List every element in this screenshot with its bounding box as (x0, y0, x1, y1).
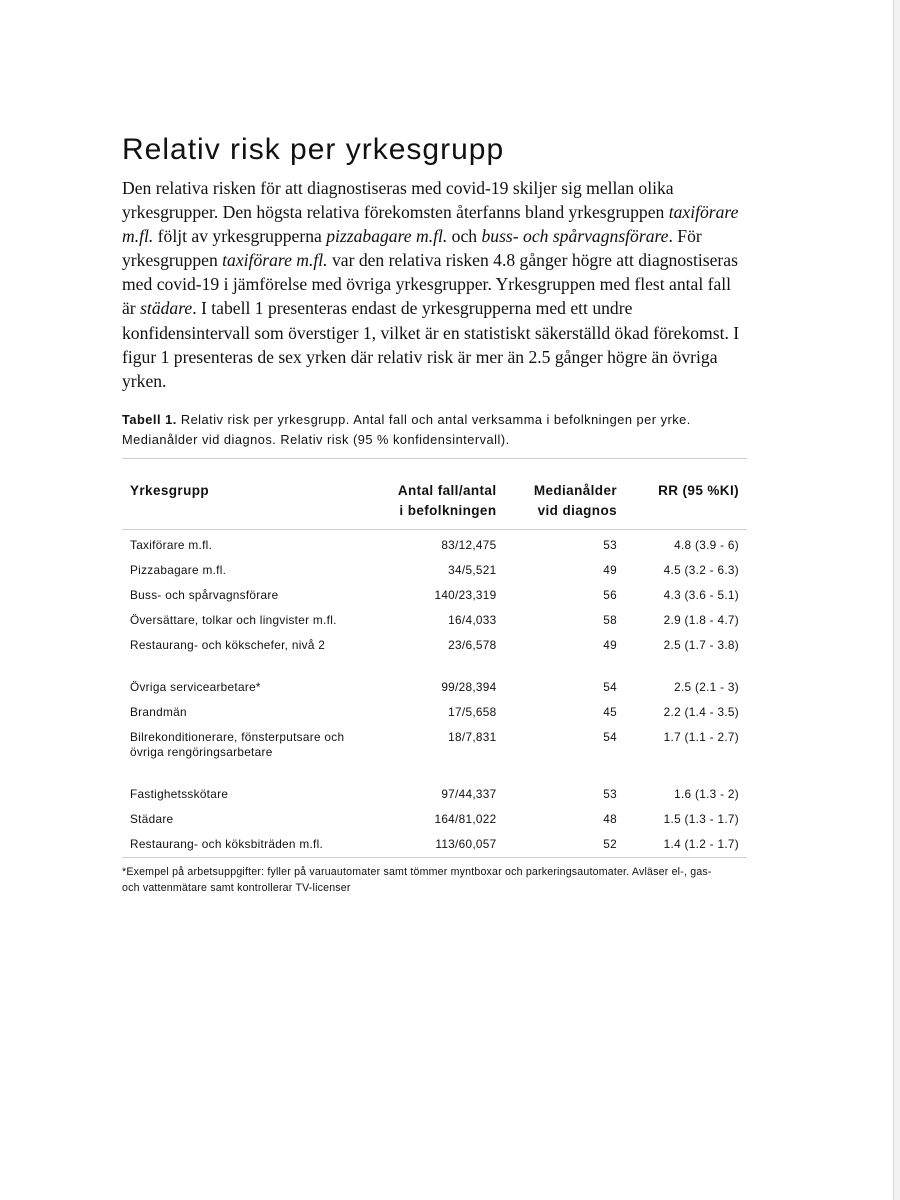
cell-age: 48 (603, 812, 618, 827)
cell-age: 45 (603, 705, 618, 720)
header-age (505, 459, 626, 530)
cell-group: Buss- och spårvagnsförare (130, 588, 279, 603)
cell-group: Städare (130, 812, 174, 827)
table-caption (122, 410, 747, 450)
header-cases-line1: Antal fall/antal (397, 483, 497, 499)
content (122, 130, 747, 896)
cell-cases: 34/5,521 (448, 563, 497, 578)
cell-age: 49 (603, 638, 618, 653)
cell-group: Övriga servicearbetare* (130, 680, 261, 695)
risk-table (122, 458, 747, 858)
cell-age: 54 (603, 730, 618, 745)
cell-rr: 1.4 (1.2 - 1.7) (625, 832, 747, 858)
cell-age: 54 (603, 680, 618, 695)
cell-age: 53 (603, 538, 618, 553)
caption-label: Tabell 1. (122, 412, 177, 428)
cell-cases: 83/12,475 (441, 538, 497, 553)
table-row (122, 832, 747, 858)
cell-rr: 2.2 (1.4 - 3.5) (663, 705, 739, 720)
cell-cases: 140/23,319 (434, 588, 497, 603)
caption-text: Relativ risk per yrkesgrupp. Antal fall och antal verksamma i befolkningen per yrke. Medianålder vid diagnos. Relativ risk (95 % konfidensintervall). (122, 412, 691, 448)
paragraph-italic-run: taxiförare m.fl. (122, 202, 739, 247)
cell-group: Fastighetsskötare (130, 787, 229, 802)
table-row (122, 530, 747, 559)
cell-rr: 2.5 (1.7 - 3.8) (663, 638, 739, 653)
paragraph-run: Den relativa risken för att diagnostiseras med covid-19 skiljer sig mellan olika yrkesgrupper. Den högsta relativa förekomsten återfanns bland yrkesgruppen (122, 178, 674, 223)
header-age-line2: vid diagnos (537, 503, 618, 519)
cell-rr: 1.6 (1.3 - 2) (674, 787, 739, 802)
table-row (122, 675, 747, 700)
section-heading: Relativ risk per yrkesgrupp (122, 133, 505, 166)
header-cases-line2: i befolkningen (399, 503, 497, 519)
paragraph-italic-run: städare (140, 298, 193, 319)
paragraph-run: och (447, 226, 482, 247)
cell-rr: 2.9 (1.8 - 4.7) (663, 613, 739, 628)
cell-cases: 18/7,831 (448, 730, 497, 745)
table-footnote: *Exempel på arbetsuppgifter: fyller på varuautomater samt tömmer myntboxar och parkeringsautomater. Avläser el-, gas- och vattenmätare samt kontrollerar TV-licenser (122, 866, 712, 895)
header-row (122, 459, 747, 530)
cell-cases: 16/4,033 (448, 613, 497, 628)
cell-age: 52 (505, 832, 626, 858)
cell-rr: 4.8 (3.9 - 6) (674, 538, 739, 553)
table-row (122, 807, 747, 832)
cell-cases: 164/81,022 (434, 812, 497, 827)
table-row (122, 725, 747, 782)
cell-age: 49 (603, 563, 618, 578)
cell-cases: 113/60,057 (359, 832, 505, 858)
cell-group: Bilrekonditionerare, fönsterputsare och övriga rengöringsarbetare (130, 730, 345, 760)
cell-rr: 1.5 (1.3 - 1.7) (663, 812, 739, 827)
paragraph-run: var den relativa risken 4.8 gånger högre att diagnostiseras med covid-19 i jämförelse med övriga yrkesgrupper. Yrkesgruppen med flest antal fall är (122, 250, 738, 319)
cell-group: Översättare, tolkar och lingvister m.fl. (130, 613, 337, 628)
paragraph-italic-run: buss- och spårvagnsförare (481, 226, 669, 247)
header-rr: RR (95 %KI) (625, 459, 747, 530)
table-row (122, 608, 747, 633)
header-cases (359, 459, 505, 530)
page-edge (893, 0, 894, 1200)
cell-rr: 4.3 (3.6 - 5.1) (663, 588, 739, 603)
intro-paragraph (122, 176, 747, 393)
cell-cases: 17/5,658 (448, 705, 497, 720)
paragraph-run: . För yrkesgruppen (122, 226, 702, 271)
paragraph-run: följt av yrkesgrupperna (153, 226, 327, 247)
table-row (122, 633, 747, 675)
table-row (122, 558, 747, 583)
cell-age: 53 (603, 787, 618, 802)
cell-group: Brandmän (130, 705, 187, 720)
cell-group: Restaurang- och kökschefer, nivå 2 (130, 638, 326, 653)
table-body (122, 530, 747, 858)
table-header (122, 459, 747, 530)
cell-age: 56 (603, 588, 618, 603)
cell-group: Taxiförare m.fl. (130, 538, 213, 553)
cell-rr: 2.5 (2.1 - 3) (674, 680, 739, 695)
header-group: Yrkesgrupp (122, 459, 359, 530)
cell-rr: 4.5 (3.2 - 6.3) (663, 563, 739, 578)
cell-cases: 99/28,394 (441, 680, 497, 695)
cell-cases: 23/6,578 (448, 638, 497, 653)
table-row (122, 700, 747, 725)
header-age-line1: Medianålder (533, 483, 618, 499)
paragraph-italic-run: taxiförare m.fl. (222, 250, 328, 271)
paragraph-run: . I tabell 1 presenteras endast de yrkesgrupperna med ett undre konfidensintervall som överstiger 1, vilket är en statistiskt säkerställd ökad förekomst. I figur 1 presenteras de sex yrken där relativ risk är mer än 2.5 gånger högre än övriga yrken. (122, 298, 740, 391)
cell-rr: 1.7 (1.1 - 2.7) (663, 730, 739, 745)
cell-group: Pizzabagare m.fl. (130, 563, 227, 578)
paragraph-italic-run: pizzabagare m.fl. (326, 226, 448, 247)
table-row (122, 782, 747, 807)
cell-age: 58 (603, 613, 618, 628)
table-row (122, 583, 747, 608)
cell-cases: 97/44,337 (441, 787, 497, 802)
cell-group: Restaurang- och köksbiträden m.fl. (122, 832, 359, 858)
